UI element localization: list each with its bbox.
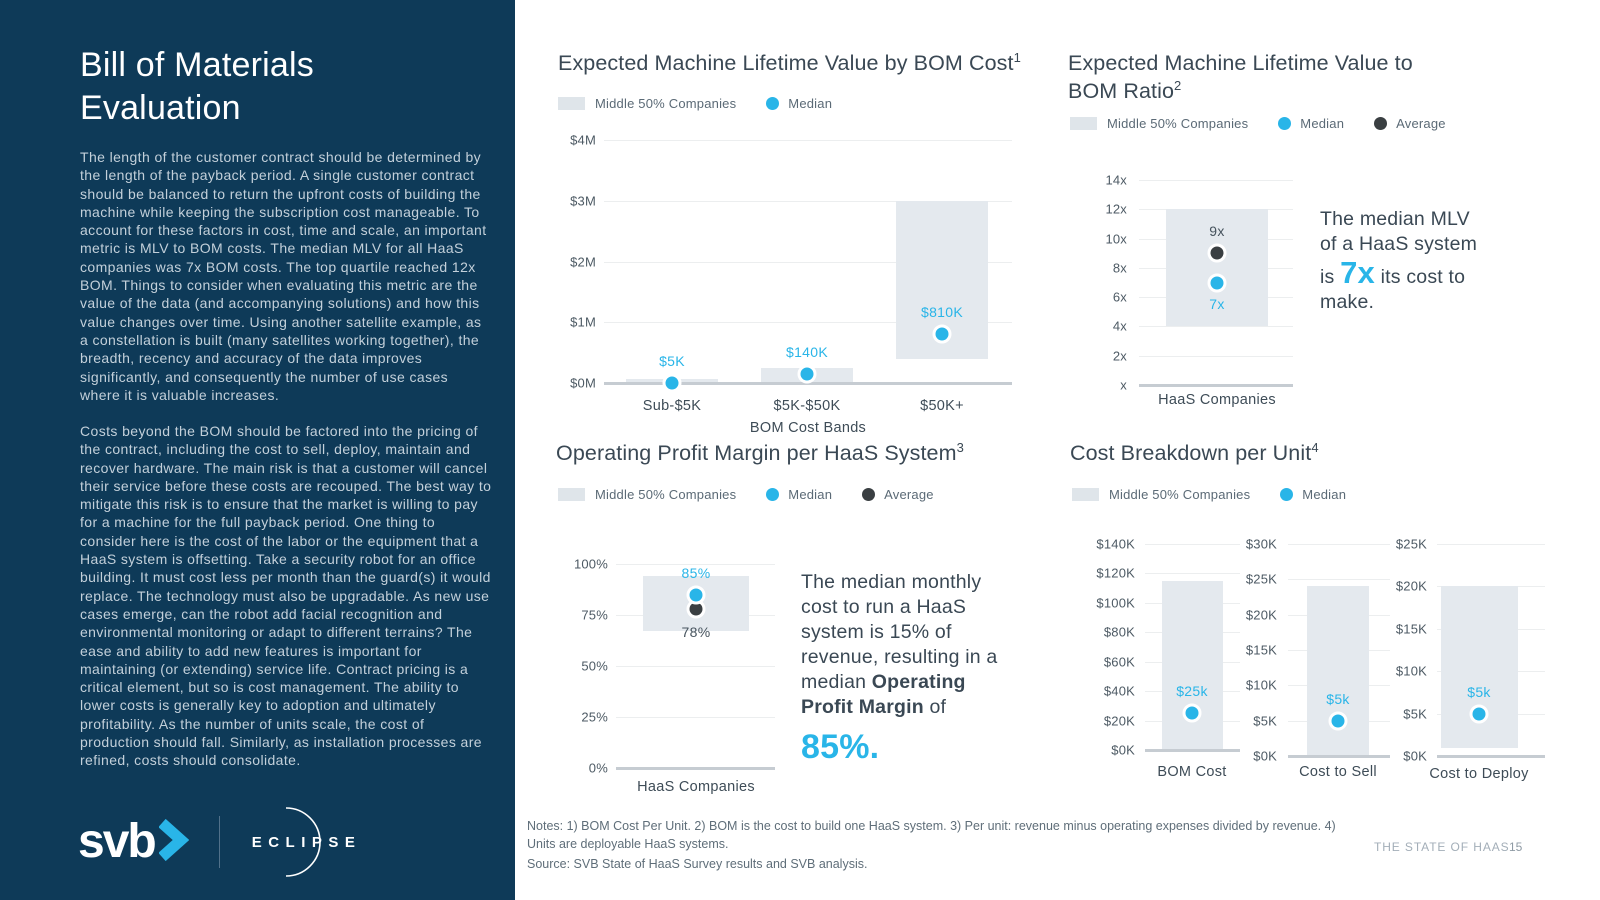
x-axis-baseline xyxy=(1139,384,1293,387)
middle50-range-bar xyxy=(1441,586,1518,747)
y-axis-tick-label: 50% xyxy=(581,658,608,674)
legend-item-median xyxy=(766,96,832,111)
chart4-cost-to-sell-plot xyxy=(1242,525,1392,825)
gridline xyxy=(1437,544,1545,545)
chart3-callout-text: The median monthly cost to run a HaaS system is 15% of revenue, resulting in a median xyxy=(801,571,998,693)
median-dot-icon xyxy=(1278,117,1291,130)
chart4-bom-cost-plot xyxy=(1085,525,1255,825)
chart2-legend xyxy=(1070,116,1476,131)
chart3-title-superscript: 3 xyxy=(956,440,964,455)
median-dot-icon xyxy=(766,488,779,501)
median-value-label: $810K xyxy=(921,303,963,320)
svb-logo: svb xyxy=(78,815,155,868)
category-label: Cost to Sell xyxy=(1299,764,1377,780)
median-dot-icon xyxy=(1280,488,1293,501)
average-dot-icon xyxy=(1374,117,1387,130)
gridline xyxy=(616,717,775,718)
median-value-label: 85% xyxy=(681,564,711,581)
chart1-legend xyxy=(558,96,862,111)
chart3-legend xyxy=(558,487,964,502)
y-axis-tick-label: 14x xyxy=(1105,172,1127,188)
legend-item-range xyxy=(558,96,736,111)
median-dot xyxy=(933,324,952,343)
y-axis-tick-label: 25% xyxy=(581,709,608,725)
category-label: $5K-$50K xyxy=(773,398,841,414)
chart4-title-superscript: 4 xyxy=(1311,440,1319,455)
chart1-title xyxy=(558,50,1021,78)
median-value-label: $140K xyxy=(786,344,828,361)
y-axis-tick-label: $30K xyxy=(1245,536,1277,552)
report-footer-title: THE STATE OF HAAS xyxy=(1374,840,1510,854)
legend-label: Middle 50% Companies xyxy=(595,487,737,502)
y-axis-tick-label: $10K xyxy=(1395,663,1427,679)
y-axis-tick-label: $40K xyxy=(1103,683,1135,699)
gridline xyxy=(1145,573,1240,574)
y-axis-tick-label: $120K xyxy=(1096,565,1135,581)
chart2-title-text: Expected Machine Lifetime Value to BOM Ratio xyxy=(1068,51,1413,104)
y-axis-tick-label: $4M xyxy=(570,132,596,148)
y-axis-tick-label: 8x xyxy=(1112,260,1127,276)
legend-label: Average xyxy=(1396,116,1446,131)
chart1-x-axis-title: BOM Cost Bands xyxy=(749,420,867,436)
chart3-title xyxy=(556,440,964,468)
x-axis-baseline xyxy=(1145,749,1240,752)
range-swatch-icon xyxy=(558,488,585,501)
chart3-callout xyxy=(801,570,1015,769)
legend-item-range xyxy=(1072,487,1250,502)
legend-label: Median xyxy=(788,96,833,111)
legend-label: Median xyxy=(1300,116,1345,131)
legend-item-median xyxy=(1280,487,1346,502)
range-swatch-icon xyxy=(1070,117,1097,130)
middle50-range-bar xyxy=(1162,581,1223,750)
median-dot xyxy=(687,585,706,604)
chart4-title xyxy=(1070,440,1319,468)
y-axis-tick-label: $60K xyxy=(1103,654,1135,670)
y-axis-tick-label: $25K xyxy=(1245,571,1277,587)
gridline xyxy=(1139,180,1293,181)
median-value-label: $5K xyxy=(659,352,685,369)
y-axis-tick-label: $100K xyxy=(1096,595,1135,611)
chart1-title-text: Expected Machine Lifetime Value by BOM Cost xyxy=(558,51,1014,76)
gridline xyxy=(604,140,1012,141)
y-axis-tick-label: 4x xyxy=(1112,318,1127,334)
page-number: 15 xyxy=(1509,840,1523,854)
svb-chevron-icon xyxy=(159,819,189,866)
category-label: Cost to Deploy xyxy=(1429,766,1529,782)
source-text: Source: SVB State of HaaS Survey results and SVB analysis. xyxy=(527,856,868,871)
y-axis-tick-label: $10K xyxy=(1245,677,1277,693)
chart2-callout-text-end: its cost to make. xyxy=(1320,265,1466,313)
eclipse-logo xyxy=(252,802,362,882)
y-axis-tick-label: $140K xyxy=(1096,536,1135,552)
y-axis-tick-label: $0K xyxy=(1111,742,1135,758)
y-axis-tick-label: $1M xyxy=(570,314,596,330)
range-swatch-icon xyxy=(1072,488,1099,501)
gridline xyxy=(1288,579,1390,580)
legend-label: Median xyxy=(1302,487,1347,502)
median-dot xyxy=(1470,704,1489,723)
average-value-label: 78% xyxy=(681,623,711,640)
median-value-label: $5k xyxy=(1326,690,1350,707)
eclipse-wordmark: ECLIPSE xyxy=(251,833,362,851)
category-label: HaaS Companies xyxy=(637,779,755,795)
y-axis-tick-label: 12x xyxy=(1105,201,1127,217)
logo-divider xyxy=(219,816,220,868)
y-axis-tick-label: $5K xyxy=(1403,706,1427,722)
median-dot xyxy=(798,365,817,384)
median-dot xyxy=(1329,711,1348,730)
median-dot xyxy=(1183,704,1202,723)
chart2-callout xyxy=(1320,207,1492,315)
y-axis-tick-label: $5K xyxy=(1253,713,1277,729)
y-axis-tick-label: $3M xyxy=(570,193,596,209)
chart1-plot xyxy=(550,125,1020,445)
legend-label: Average xyxy=(884,487,934,502)
y-axis-tick-label: $25K xyxy=(1395,536,1427,552)
x-axis-baseline xyxy=(1288,755,1390,758)
legend-item-range xyxy=(558,487,736,502)
chart2-callout-highlight: 7x xyxy=(1340,254,1375,290)
y-axis-tick-label: $80K xyxy=(1103,624,1135,640)
category-label: Sub-$5K xyxy=(642,398,702,414)
chart1-title-superscript: 1 xyxy=(1013,50,1021,65)
y-axis-tick-label: 100% xyxy=(573,556,608,572)
legend-label: Median xyxy=(788,487,833,502)
y-axis-tick-label: 75% xyxy=(581,607,608,623)
chart2-callout-text: The median MLV of a HaaS system is xyxy=(1320,208,1478,288)
y-axis-tick-label: $15K xyxy=(1395,621,1427,637)
legend-item-range xyxy=(1070,116,1248,131)
chart4-cost-to-deploy-plot xyxy=(1380,525,1560,825)
chart3-callout-bold: Operating Profit Margin xyxy=(801,670,966,718)
middle50-range-bar xyxy=(1307,586,1369,756)
legend-item-average xyxy=(862,487,934,502)
chart2-plot xyxy=(1060,165,1320,425)
legend-item-average xyxy=(1374,116,1446,131)
page-title: Bill of Materials Evaluation xyxy=(80,46,314,127)
body-paragraph-2: Costs beyond the BOM should be factored into the pricing of the contract, including the cost to sell, deploy, maintain and recover hardware. The main risk is that a customer will cancel their service before these costs are recouped. The best way to mitigate this risk is to ensure that the market is willing to pay for a machine for the full payback period. One thing to consider here is the cost of the labor or the equipment that a HaaS system is offsetting. Take a security robot for an office building. It must cost less per month than the guard(s) it would replace. The technology must also be upgradable. As new use cases emerge, can the robot add facial recognition and environmental monitoring or adapt to different terrains? The ease and ability to add new features is important for maintaining (or extending) service life. Contract pricing is a critical element, but so is cost management. The ability to lower costs is generally key to adoption and ultimately profitability. As the number of units scale, the cost of production should fall. Similarly, as installation processes are refined, costs should consolidate. xyxy=(80,423,492,769)
chart3-title-text: Operating Profit Margin per HaaS System xyxy=(556,441,957,466)
y-axis-tick-label: $0M xyxy=(570,375,596,391)
median-dot-icon xyxy=(766,97,779,110)
gridline xyxy=(1288,544,1390,545)
range-swatch-icon xyxy=(558,97,585,110)
body-paragraph-1: The length of the customer contract should be determined by the length of the payback period. A single customer contract should be balanced to return the upfront costs of building the machine while keeping the subscription cost manageable. To account for these factors in cost, time and scale, an important metric is MLV to BOM costs. The median MLV for all HaaS companies was 7x BOM costs. The top quartile reached 12x BOM. Things to consider when evaluating this metric are the value of the data (and accompanying solutions) and how this value changes over time. Using another satellite example, as a constellation is built (many satellites working together), the breadth, recency and accuracy of the data improves significantly, and consequently the number of use cases where it is valuable increases. xyxy=(80,149,487,403)
x-axis-baseline xyxy=(616,767,775,770)
y-axis-tick-label: 2x xyxy=(1112,348,1127,364)
y-axis-tick-label: 6x xyxy=(1112,289,1127,305)
gridline xyxy=(1139,356,1293,357)
chart2-title xyxy=(1068,50,1418,106)
y-axis-tick-label: $0K xyxy=(1253,748,1277,764)
gridline xyxy=(1139,326,1293,327)
category-label: $50K+ xyxy=(920,398,964,414)
y-axis-tick-label: $20K xyxy=(1103,713,1135,729)
category-label: HaaS Companies xyxy=(1158,392,1276,408)
y-axis-tick-label: x xyxy=(1120,377,1127,393)
median-value-label: 7x xyxy=(1209,295,1225,312)
chart3-plot xyxy=(556,547,806,817)
legend-label: Middle 50% Companies xyxy=(1109,487,1251,502)
gridline xyxy=(1145,544,1240,545)
legend-label: Middle 50% Companies xyxy=(595,96,737,111)
footnotes-text: Notes: 1) BOM Cost Per Unit. 2) BOM is the cost to build one HaaS system. 3) Per unit: revenue minus operating expenses divided by revenue. 4) Units are deployable HaaS systems. xyxy=(527,819,1336,851)
legend-item-median xyxy=(766,487,832,502)
y-axis-tick-label: $20K xyxy=(1245,607,1277,623)
average-dot-icon xyxy=(862,488,875,501)
chart3-callout-highlight: 85%. xyxy=(801,727,880,766)
y-axis-tick-label: $2M xyxy=(570,254,596,269)
chart2-title-superscript: 2 xyxy=(1174,77,1182,93)
y-axis-tick-label: 10x xyxy=(1105,231,1127,247)
footnotes xyxy=(527,818,1337,873)
gridline xyxy=(616,666,775,667)
y-axis-tick-label: $15K xyxy=(1245,642,1277,658)
x-axis-baseline xyxy=(1437,755,1545,758)
chart4-title-text: Cost Breakdown per Unit xyxy=(1070,441,1312,466)
sidebar xyxy=(0,0,515,900)
average-value-label: 9x xyxy=(1209,223,1225,240)
y-axis-tick-label: $0K xyxy=(1403,748,1427,764)
logo-row xyxy=(78,802,361,882)
median-value-label: $5k xyxy=(1467,683,1491,700)
category-label: BOM Cost xyxy=(1157,764,1227,780)
median-dot xyxy=(1208,273,1227,292)
median-dot xyxy=(663,373,682,392)
y-axis-tick-label: $20K xyxy=(1395,578,1427,594)
chart4-legend xyxy=(1072,487,1376,502)
legend-label: Middle 50% Companies xyxy=(1107,116,1249,131)
average-dot xyxy=(1208,244,1227,263)
y-axis-tick-label: 0% xyxy=(588,760,608,776)
median-value-label: $25k xyxy=(1176,683,1208,700)
legend-item-median xyxy=(1278,116,1344,131)
chart3-callout-text-end: of xyxy=(923,695,947,718)
